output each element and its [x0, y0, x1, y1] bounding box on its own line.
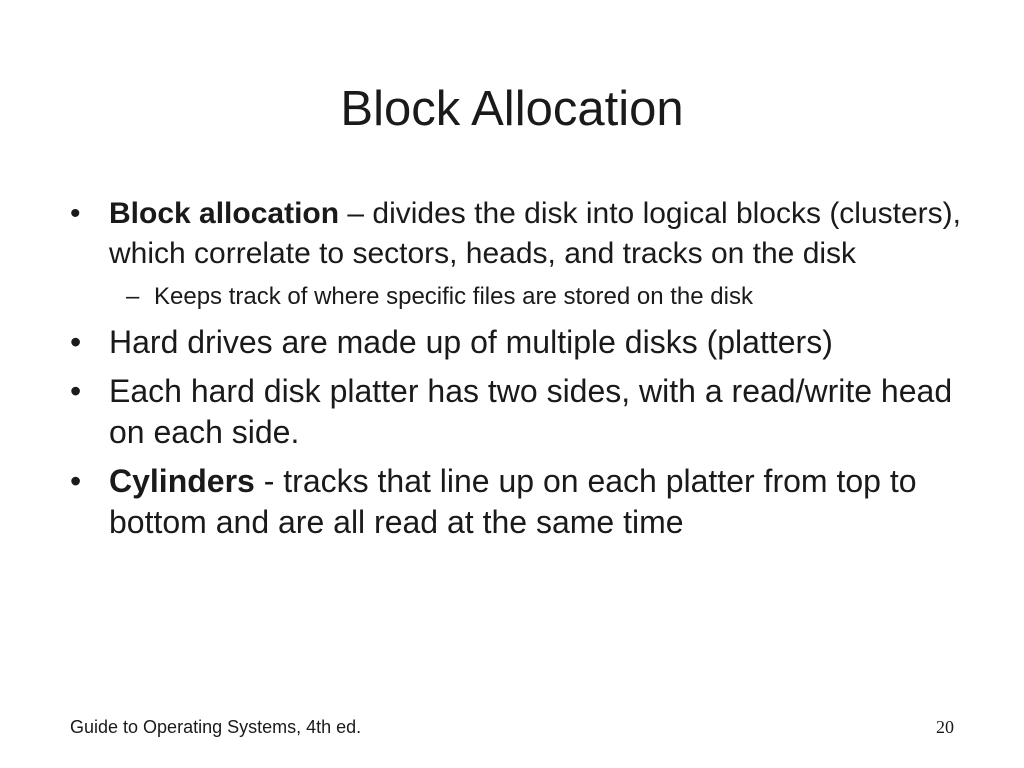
- bullet-text: Hard drives are made up of multiple disks (platters): [109, 324, 833, 360]
- bullet-marker: •: [70, 463, 82, 499]
- bullet-text: – divides the disk into logical blocks (clusters), which correlate to sectors, heads, and tracks on the disk: [109, 197, 961, 270]
- page-number: 20: [936, 717, 954, 737]
- slide-body: [70, 194, 970, 551]
- sub-bullet-marker: –: [126, 283, 140, 310]
- footer-source: Guide to Operating Systems, 4th ed.: [70, 717, 362, 737]
- bullet-marker: •: [70, 324, 82, 360]
- bullet-term: Block allocation: [109, 197, 340, 230]
- bullet-text: - tracks that line up on each platter from top to bottom and are all read at the same time: [109, 463, 917, 540]
- sub-bullet-text: Keeps track of where specific files are stored on the disk: [154, 283, 753, 310]
- bullet-item: [70, 461, 970, 543]
- bullet-item: [70, 322, 970, 363]
- bullet-item: [70, 371, 970, 453]
- bullet-marker: •: [70, 197, 81, 230]
- slide-title: Block Allocation: [340, 82, 684, 136]
- bullet-marker: •: [70, 373, 82, 409]
- bullet-term: Cylinders: [109, 463, 255, 499]
- bullet-text: Each hard disk platter has two sides, with a read/write head on each side.: [109, 373, 953, 450]
- bullet-item: [70, 194, 970, 274]
- sub-bullet-item: [70, 282, 970, 312]
